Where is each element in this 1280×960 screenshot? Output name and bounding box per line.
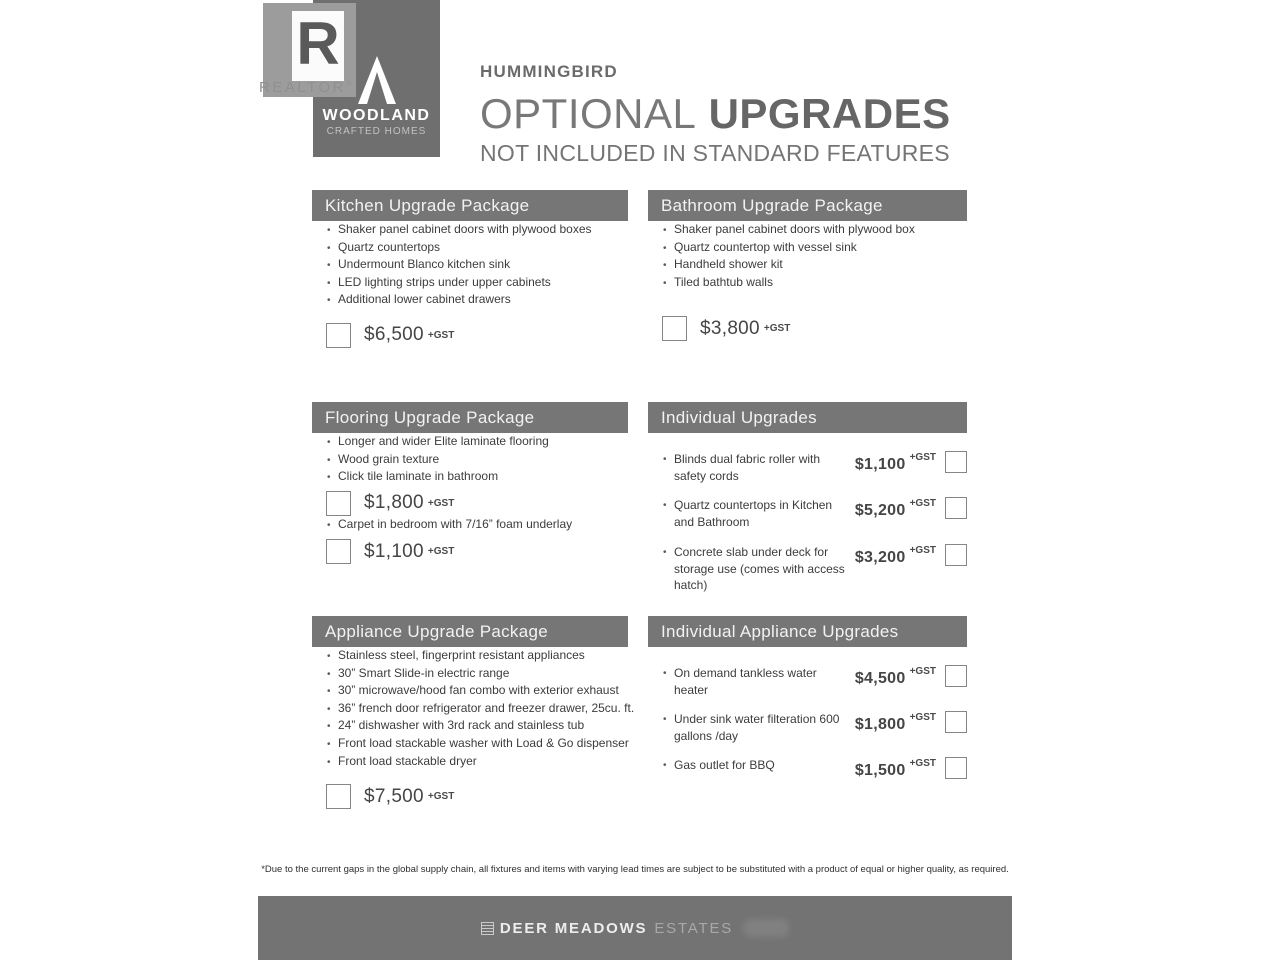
- upgrade-item: • Quartz countertop with vessel sink: [674, 239, 967, 257]
- page-title: [480, 90, 1012, 137]
- section-title: Flooring Upgrade Package: [312, 402, 628, 433]
- title-block: [480, 62, 1012, 167]
- gst-note: +GST: [909, 545, 936, 556]
- footer-brand-name: DEER MEADOWS: [499, 919, 648, 937]
- upgrade-row: [648, 711, 967, 744]
- price: $1,500: [854, 762, 906, 779]
- upgrade-rows: [648, 665, 967, 780]
- upgrade-item: • Shaker panel cabinet doors with plywood boxes: [338, 221, 628, 239]
- concrete-slab-checkbox[interactable]: [945, 544, 967, 566]
- price-group: [855, 712, 936, 734]
- price-group: [855, 498, 936, 520]
- upgrade-item-list: [312, 221, 628, 309]
- upgrade-item: • Shaker panel cabinet doors with plywood box: [674, 221, 967, 239]
- footer-brand-suffix: ESTATES: [654, 919, 734, 937]
- flooring-carpet-checkbox[interactable]: [326, 539, 351, 564]
- price-group: [855, 666, 936, 688]
- realtor-label: REALTOR: [259, 79, 346, 96]
- title-optional: OPTIONAL: [480, 90, 697, 137]
- price: $1,800: [854, 716, 906, 733]
- tankless-water-heater-checkbox[interactable]: [945, 665, 967, 687]
- upgrade-item: • Handheld shower kit: [674, 256, 967, 274]
- gst-note: +GST: [909, 666, 936, 677]
- gst-note: +GST: [427, 497, 455, 509]
- upgrade-row: [648, 451, 967, 484]
- price: $3,800: [700, 317, 760, 339]
- upgrade-item: • Undermount Blanco kitchen sink: [338, 256, 628, 274]
- price: $3,200: [854, 549, 906, 566]
- gst-note: +GST: [909, 712, 936, 723]
- upgrade-row: [648, 757, 967, 780]
- upgrade-row: [648, 665, 967, 698]
- gst-note: +GST: [427, 329, 455, 341]
- model-name: HUMMINGBIRD: [480, 62, 618, 81]
- gas-outlet-checkbox[interactable]: [945, 757, 967, 779]
- section-flooring-upgrade-package: [312, 402, 628, 564]
- kitchen-package-checkbox[interactable]: [326, 323, 351, 348]
- upgrade-item: • Carpet in bedroom with 7/16” foam underlay: [338, 516, 628, 534]
- upgrade-item: • Blinds dual fabric roller with safety cords: [674, 451, 846, 484]
- price: $1,100: [364, 540, 424, 562]
- section-individual-upgrades: [648, 402, 967, 607]
- upgrade-item: • On demand tankless water heater: [674, 665, 846, 698]
- upgrade-item-list: [312, 516, 628, 534]
- upgrade-item: • Front load stackable washer with Load & Go dispenser: [338, 735, 632, 753]
- deer-meadows-logo-icon: [481, 922, 494, 935]
- title-upgrades: UPGRADES: [708, 90, 951, 137]
- disclaimer-text: *Due to the current gaps in the global supply chain, all fixtures and items with varying lead times are subject to be substituted with a product of equal or higher quality, as required.: [261, 864, 1009, 875]
- upgrade-item: • 24” dishwasher with 3rd rack and stainless tub: [338, 717, 632, 735]
- upgrade-item: • LED lighting strips under upper cabinets: [338, 274, 628, 292]
- woodland-tagline: CRAFTED HOMES: [326, 126, 427, 137]
- upgrade-row: [648, 497, 967, 530]
- section-bathroom-upgrade-package: [648, 190, 967, 341]
- flyer-page: [258, 0, 1012, 960]
- price-row: [326, 491, 628, 516]
- upgrade-item: • Stainless steel, fingerprint resistant appliances: [338, 647, 632, 665]
- upgrade-item: • Front load stackable dryer: [338, 753, 632, 771]
- gst-note: +GST: [909, 758, 936, 769]
- upgrade-item: • Wood grain texture: [338, 451, 628, 469]
- upgrade-item: • Concrete slab under deck for storage use (comes with access hatch): [674, 544, 846, 594]
- section-title: Appliance Upgrade Package: [312, 616, 628, 647]
- blurred-text-patch: [743, 919, 789, 937]
- upgrade-item: • 30” microwave/hood fan combo with exterior exhaust: [338, 682, 632, 700]
- section-title: Kitchen Upgrade Package: [312, 190, 628, 221]
- upgrade-item: • Additional lower cabinet drawers: [338, 291, 628, 309]
- upgrade-item: • Gas outlet for BBQ: [674, 757, 846, 774]
- upgrade-item: • Quartz countertops in Kitchen and Bathroom: [674, 497, 846, 530]
- realtor-r-panel: [292, 11, 344, 81]
- upgrade-rows: [648, 451, 967, 594]
- footer-bar: [258, 896, 1012, 960]
- upgrade-item: • Longer and wider Elite laminate flooring: [338, 433, 628, 451]
- price: $7,500: [364, 785, 424, 807]
- registered-mark: ®: [345, 79, 355, 88]
- upgrade-item: • Under sink water filteration 600 gallons /day: [674, 711, 846, 744]
- gst-note: +GST: [427, 791, 455, 803]
- upgrade-item: • Click tile laminate in bathroom: [338, 468, 628, 486]
- realtor-wordmark: [259, 79, 354, 96]
- section-title: Individual Upgrades: [648, 402, 967, 433]
- realtor-r-letter: R: [296, 11, 340, 77]
- price: $1,100: [854, 456, 906, 473]
- bathroom-package-checkbox[interactable]: [662, 316, 687, 341]
- upgrade-item: • 30” Smart Slide-in electric range: [338, 665, 632, 683]
- page-subtitle: NOT INCLUDED IN STANDARD FEATURES: [480, 140, 950, 166]
- woodland-roof-icon: [358, 56, 396, 104]
- price-row: [662, 316, 967, 341]
- price-row: [326, 784, 632, 809]
- price: $5,200: [854, 502, 906, 519]
- section-kitchen-upgrade-package: [312, 190, 628, 348]
- price: $6,500: [364, 324, 424, 346]
- price-row: [326, 539, 628, 564]
- upgrade-item-list: [648, 221, 967, 291]
- upgrade-item-list: [312, 647, 635, 770]
- section-appliance-upgrade-package: [312, 616, 635, 809]
- quartz-countertops-checkbox[interactable]: [945, 497, 967, 519]
- section-title: Bathroom Upgrade Package: [648, 190, 967, 221]
- price-group: [855, 452, 936, 474]
- gst-note: +GST: [909, 498, 936, 509]
- price: $4,500: [854, 670, 906, 687]
- upgrade-item: • Quartz countertops: [338, 239, 628, 257]
- section-individual-appliance-upgrades: [648, 616, 967, 793]
- section-title: Individual Appliance Upgrades: [648, 616, 967, 647]
- upgrade-item: • Tiled bathtub walls: [674, 274, 967, 292]
- gst-note: +GST: [427, 546, 455, 558]
- water-filtration-checkbox[interactable]: [945, 711, 967, 733]
- gst-note: +GST: [763, 323, 791, 335]
- price: $1,800: [364, 492, 424, 514]
- blinds-upgrade-checkbox[interactable]: [945, 451, 967, 473]
- upgrade-item-list: [312, 433, 628, 486]
- upgrade-row: [648, 544, 967, 594]
- upgrade-item: • 36” french door refrigerator and freezer drawer, 25cu. ft.: [338, 700, 632, 718]
- price-group: [855, 758, 936, 780]
- woodland-name: WOODLAND: [322, 107, 431, 124]
- price-row: [326, 323, 628, 348]
- price-group: [855, 545, 936, 567]
- appliance-package-checkbox[interactable]: [326, 784, 351, 809]
- flooring-laminate-checkbox[interactable]: [326, 491, 351, 516]
- gst-note: +GST: [909, 452, 936, 463]
